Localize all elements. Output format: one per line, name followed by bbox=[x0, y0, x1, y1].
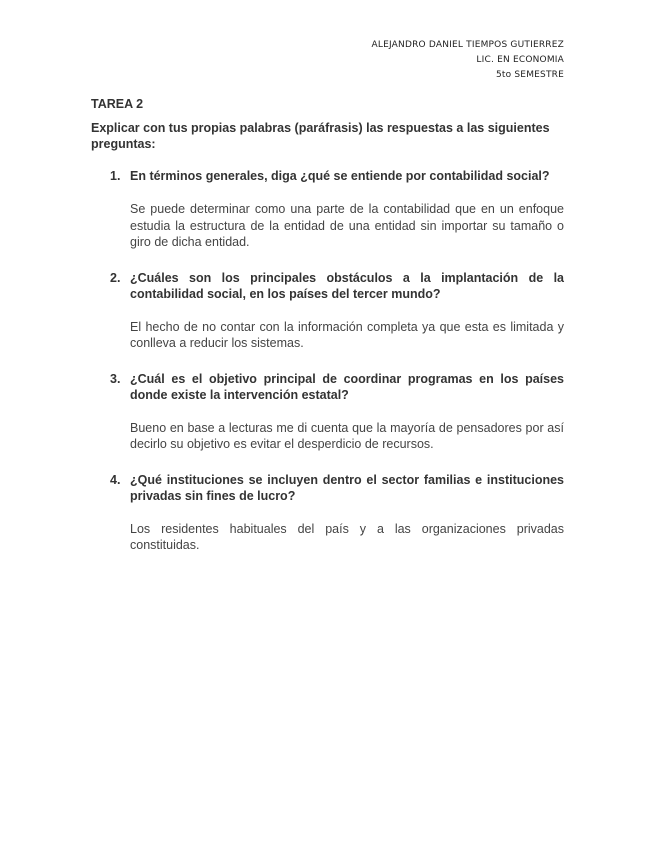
question-item bbox=[91, 168, 564, 251]
question-number: 2. bbox=[110, 270, 121, 285]
answer-text: Bueno en base a lecturas me di cuenta que la mayoría de pensadores por así decirlo su objetivo es evitar el desperdicio de recursos. bbox=[130, 420, 564, 451]
answer-text: El hecho de no contar con la información completa ya que esta es limitada y conlleva a reducir los sistemas. bbox=[130, 319, 564, 350]
question-number: 4. bbox=[110, 472, 121, 487]
answer-text: Se puede determinar como una parte de la contabilidad que en un enfoque estudia la estructura de la entidad de una entidad sin importar su tamaño o giro de dicha entidad. bbox=[130, 202, 564, 249]
question-number: 1. bbox=[110, 169, 121, 183]
question-list bbox=[91, 168, 564, 554]
question-text: ¿Qué instituciones se incluyen dentro el sector familias e instituciones privadas sin fines de lucro? bbox=[130, 472, 564, 503]
author-header bbox=[372, 38, 565, 83]
document-body bbox=[91, 96, 564, 573]
question-item bbox=[91, 472, 564, 554]
question-number: 3. bbox=[110, 371, 121, 386]
assignment-title: TAREA 2 bbox=[91, 97, 144, 111]
author-name: ALEJANDRO DANIEL TIEMPOS GUTIERREZ bbox=[371, 40, 564, 50]
answer-text: Los residentes habituales del país y a las organizaciones privadas constituidas. bbox=[130, 521, 564, 552]
question-item bbox=[91, 371, 564, 453]
author-degree: LIC. EN ECONOMIA bbox=[476, 55, 564, 65]
question-text: ¿Cuál es el objetivo principal de coordinar programas en los países donde existe la intervención estatal? bbox=[130, 371, 564, 402]
author-semester: 5to SEMESTRE bbox=[495, 70, 564, 80]
question-item bbox=[91, 270, 564, 352]
question-text: En términos generales, diga ¿qué se entiende por contabilidad social? bbox=[130, 169, 550, 183]
assignment-instructions: Explicar con tus propias palabras (paráfrasis) las respuestas a las siguientes preguntas: bbox=[91, 121, 550, 151]
question-text: ¿Cuáles son los principales obstáculos a la implantación de la contabilidad social, en los países del tercer mundo? bbox=[130, 270, 564, 301]
